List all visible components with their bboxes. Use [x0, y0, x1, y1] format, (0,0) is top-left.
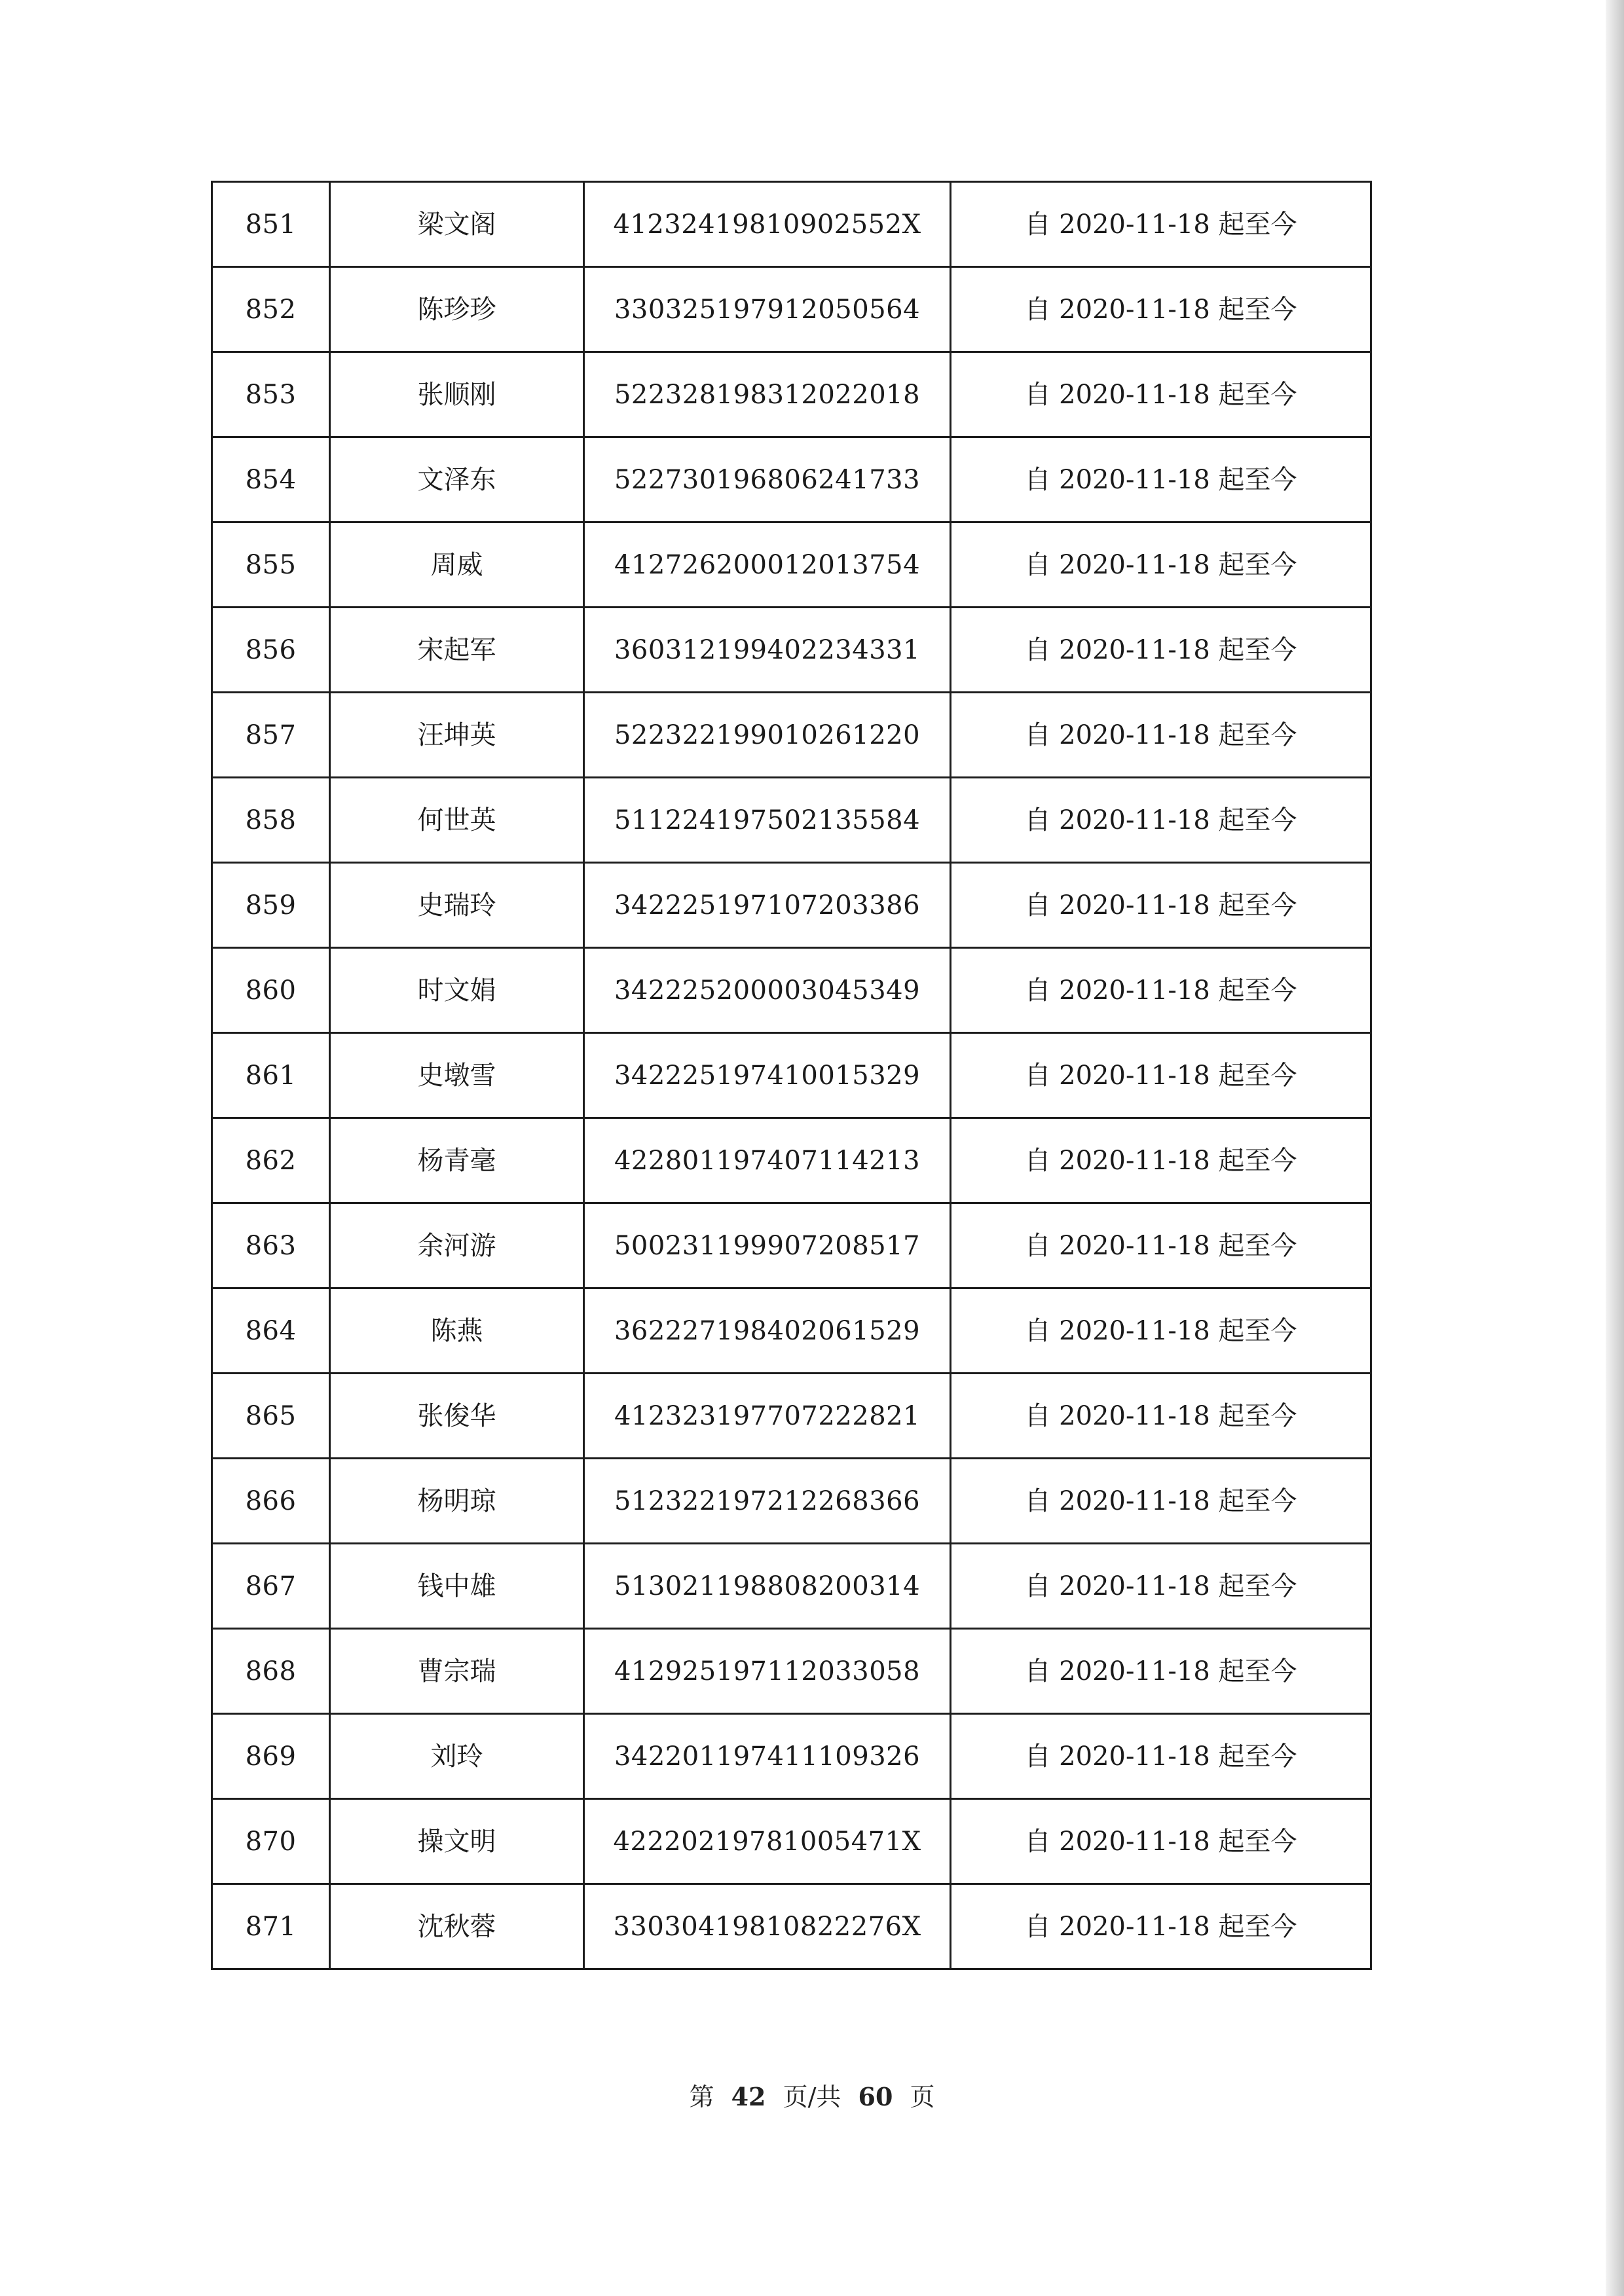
person-name: 杨明琼 [330, 1459, 584, 1544]
footer-prefix: 第 [689, 2083, 714, 2111]
footer-suffix: 页 [910, 2083, 935, 2111]
person-name: 文泽东 [330, 437, 584, 522]
table-row [212, 522, 1371, 608]
row-number: 862 [212, 1118, 330, 1203]
valid-period: 自 2020-11-18 起至今 [951, 1288, 1371, 1374]
person-name: 余河游 [330, 1203, 584, 1288]
valid-period: 自 2020-11-18 起至今 [951, 1714, 1371, 1799]
valid-period: 自 2020-11-18 起至今 [951, 1884, 1371, 1969]
person-name: 宋起军 [330, 608, 584, 693]
person-name: 梁文阁 [330, 182, 584, 267]
id-number: 362227198402061529 [584, 1288, 951, 1374]
table-row [212, 1544, 1371, 1629]
table-row [212, 1884, 1371, 1969]
id-number: 412925197112033058 [584, 1629, 951, 1714]
table-row [212, 863, 1371, 948]
valid-period: 自 2020-11-18 起至今 [951, 352, 1371, 437]
table-row [212, 608, 1371, 693]
row-number: 858 [212, 778, 330, 863]
valid-period: 自 2020-11-18 起至今 [951, 863, 1371, 948]
id-number: 412726200012013754 [584, 522, 951, 608]
scan-edge [1606, 0, 1624, 2296]
id-number: 511224197502135584 [584, 778, 951, 863]
id-number: 342225197410015329 [584, 1033, 951, 1118]
row-number: 859 [212, 863, 330, 948]
table-row [212, 1374, 1371, 1459]
valid-period: 自 2020-11-18 起至今 [951, 437, 1371, 522]
valid-period: 自 2020-11-18 起至今 [951, 1459, 1371, 1544]
person-name: 时文娟 [330, 948, 584, 1033]
roster-table [211, 181, 1372, 1970]
id-number: 360312199402234331 [584, 608, 951, 693]
row-number: 869 [212, 1714, 330, 1799]
id-number: 342225200003045349 [584, 948, 951, 1033]
valid-period: 自 2020-11-18 起至今 [951, 1033, 1371, 1118]
valid-period: 自 2020-11-18 起至今 [951, 948, 1371, 1033]
person-name: 张顺刚 [330, 352, 584, 437]
id-number: 342201197411109326 [584, 1714, 951, 1799]
row-number: 852 [212, 267, 330, 352]
valid-period: 自 2020-11-18 起至今 [951, 693, 1371, 778]
row-number: 851 [212, 182, 330, 267]
id-number: 522730196806241733 [584, 437, 951, 522]
row-number: 867 [212, 1544, 330, 1629]
person-name: 汪坤英 [330, 693, 584, 778]
id-number: 500231199907208517 [584, 1203, 951, 1288]
row-number: 861 [212, 1033, 330, 1118]
table-row [212, 1714, 1371, 1799]
table-row [212, 1203, 1371, 1288]
id-number: 33030419810822276X [584, 1884, 951, 1969]
person-name: 曹宗瑞 [330, 1629, 584, 1714]
roster-table-body [212, 182, 1371, 1969]
table-row [212, 437, 1371, 522]
valid-period: 自 2020-11-18 起至今 [951, 778, 1371, 863]
row-number: 863 [212, 1203, 330, 1288]
id-number: 522328198312022018 [584, 352, 951, 437]
valid-period: 自 2020-11-18 起至今 [951, 1544, 1371, 1629]
footer-middle: 页/共 [783, 2083, 841, 2111]
row-number: 856 [212, 608, 330, 693]
table-row [212, 182, 1371, 267]
table-row [212, 948, 1371, 1033]
valid-period: 自 2020-11-18 起至今 [951, 267, 1371, 352]
table-row [212, 352, 1371, 437]
valid-period: 自 2020-11-18 起至今 [951, 1799, 1371, 1884]
person-name: 史墩雪 [330, 1033, 584, 1118]
page-footer [0, 2077, 1624, 2113]
id-number: 513021198808200314 [584, 1544, 951, 1629]
valid-period: 自 2020-11-18 起至今 [951, 1629, 1371, 1714]
person-name: 陈燕 [330, 1288, 584, 1374]
row-number: 864 [212, 1288, 330, 1374]
id-number: 412323197707222821 [584, 1374, 951, 1459]
row-number: 860 [212, 948, 330, 1033]
id-number: 330325197912050564 [584, 267, 951, 352]
person-name: 操文明 [330, 1799, 584, 1884]
id-number: 422801197407114213 [584, 1118, 951, 1203]
valid-period: 自 2020-11-18 起至今 [951, 522, 1371, 608]
valid-period: 自 2020-11-18 起至今 [951, 1203, 1371, 1288]
id-number: 512322197212268366 [584, 1459, 951, 1544]
row-number: 870 [212, 1799, 330, 1884]
person-name: 周威 [330, 522, 584, 608]
footer-total-pages: 60 [858, 2082, 893, 2111]
person-name: 陈珍珍 [330, 267, 584, 352]
person-name: 杨青毫 [330, 1118, 584, 1203]
id-number: 41232419810902552X [584, 182, 951, 267]
valid-period: 自 2020-11-18 起至今 [951, 1118, 1371, 1203]
table-row [212, 778, 1371, 863]
row-number: 857 [212, 693, 330, 778]
table-row [212, 1799, 1371, 1884]
valid-period: 自 2020-11-18 起至今 [951, 608, 1371, 693]
table-row [212, 267, 1371, 352]
table-row [212, 1118, 1371, 1203]
table-row [212, 1629, 1371, 1714]
person-name: 刘玲 [330, 1714, 584, 1799]
row-number: 868 [212, 1629, 330, 1714]
person-name: 钱中雄 [330, 1544, 584, 1629]
table-row [212, 1288, 1371, 1374]
valid-period: 自 2020-11-18 起至今 [951, 1374, 1371, 1459]
person-name: 张俊华 [330, 1374, 584, 1459]
person-name: 何世英 [330, 778, 584, 863]
valid-period: 自 2020-11-18 起至今 [951, 182, 1371, 267]
row-number: 871 [212, 1884, 330, 1969]
table-row [212, 693, 1371, 778]
row-number: 853 [212, 352, 330, 437]
row-number: 854 [212, 437, 330, 522]
table-row [212, 1033, 1371, 1118]
row-number: 865 [212, 1374, 330, 1459]
id-number: 42220219781005471X [584, 1799, 951, 1884]
id-number: 522322199010261220 [584, 693, 951, 778]
row-number: 866 [212, 1459, 330, 1544]
footer-current-page: 42 [731, 2082, 766, 2111]
id-number: 342225197107203386 [584, 863, 951, 948]
row-number: 855 [212, 522, 330, 608]
table-row [212, 1459, 1371, 1544]
person-name: 沈秋蓉 [330, 1884, 584, 1969]
person-name: 史瑞玲 [330, 863, 584, 948]
